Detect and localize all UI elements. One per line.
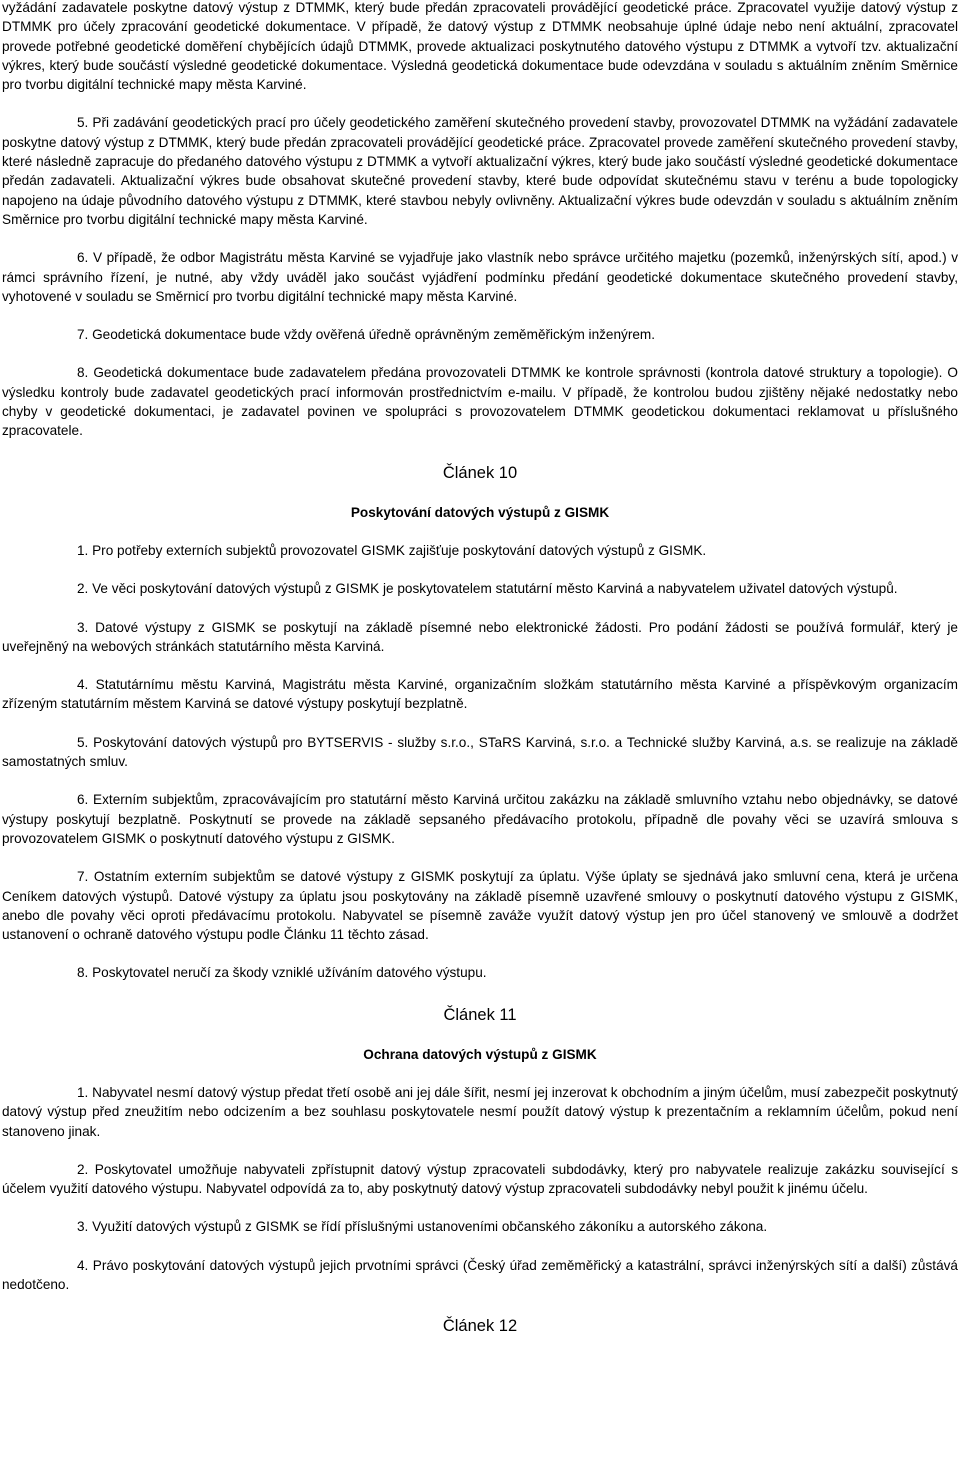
article-12-number: Článek 12	[442, 1317, 518, 1336]
article-11-number: Článek 11	[443, 1005, 517, 1024]
paragraph-6: 6. V případě, že odbor Magistrátu města Karviné se vyjadřuje jako vlastník nebo správce určitého majetku (pozemků, inženýrských sítí, apod.) v rámci správního řízení, je nutné, aby vždy uváděl jako součást vyjádření podmínku předání geodetické dokumentace skutečného provedení stavby, vyhotovené v souladu se Směrnicí pro tvorbu digitální technické mapy města Karviné.	[2, 250, 958, 304]
article-10-paragraph-4: 4. Statutárnímu městu Karviná, Magistrátu města Karviné, organizačním složkám statutárního města Karviné a příspěvkovým organizacím zřízeným statutárním městem Karviná se datové výstupy poskytují bezplatně.	[2, 677, 958, 712]
paragraph-intro: vyžádání zadavatele poskytne datový výstup z DTMMK, který bude předán zpracovateli provádějící geodetické práce. Zpracovatel využije datový výstup z DTMMK pro účely zpracování geodetické dokumentace. V případě, že datový výstup z DTMMK neobsahuje úplné údaje nebo není aktuální, zpracovatel provede potřebné geodetické doměření chybějících údajů DTMMK, provede aktualizaci poskytnutého datového výstupu z DTMMK a vytvoří tzv. aktualizační výkres, který bude součástí výsledné geodetické dokumentace. Výsledná geodetická dokumentace bude odevzdána v souladu s aktuálním zněním Směrnice pro tvorbu digitální technické mapy města Karviné.	[2, 0, 958, 93]
article-11-paragraph-3: 3. Využití datových výstupů z GISMK se řídí příslušnými ustanoveními občanského zákoníku a autorského zákona.	[77, 1219, 768, 1235]
paragraph-7: 7. Geodetická dokumentace bude vždy ověřená úředně oprávněným zeměměřickým inženýrem.	[77, 327, 656, 343]
article-11-paragraph-1: 1. Nabyvatel nesmí datový výstup předat třetí osobě ani jej dále šířit, nesmí jej inzerovat k obchodním a jiným účelům, musí zabezpečit poskytnutý datový výstup před zneužitím nebo odcizením a bez souhlasu poskytovatele nesmí použít datový výstup k prezentačním a reklamním účelům, pokud není stanoveno jinak.	[2, 1084, 958, 1139]
paragraph-5: 5. Při zadávání geodetických prací pro účely geodetického zaměření skutečného provedení stavby, provozovatel DTMMK na vyžádání zadavatele poskytne datový výstup z DTMMK, který bude předán zpracovateli provádějící geodetické práce. Zpracovatel provede zaměření skutečného provedení stavby, které následně zapracuje do předaného datového výstupu z DTMMK a vytvoří aktualizační výkres, který bude jako součástí výsledné geodetické dokumentace předán zadavateli. Aktualizační výkres bude obsahovat skutečné provedení stavby, které bude odpovídat skutečnému stavu v terénu a bude topologicky napojeno na údaje původního datového výstupu z DTMMK, které stavbou nebyly ovlivněny. Aktualizační výkres bude odevzdán v souladu s aktuálním zněním Směrnice pro tvorbu digitální technické mapy města Karviné.	[2, 115, 958, 227]
article-10-paragraph-6: 6. Externím subjektům, zpracovávajícím pro statutární město Karviná určitou zakázku na základě smluvního vztahu nebo objednávky, se datové výstupy poskytují bezplatně. Poskytnutí se provede na základě sepsaného předávacího protokolu, případně dle povahy věci se uzavírá smlouva s provozovatelem GISMK o poskytnutí datového výstupu z GISMK.	[2, 792, 958, 846]
article-10-title: Poskytování datových výstupů z GISMK	[350, 504, 610, 520]
paragraph-8: 8. Geodetická dokumentace bude zadavatelem předána provozovateli DTMMK ke kontrole správnosti (kontrola datové struktury a topologie). O výsledku kontroly bude zadavatel geodetických prací informován prostřednictvím e-mailu. V případě, že kontrolou budou zjištěny nějaké nedostatky nebo chyby v geodetické dokumentaci, je zadavatel povinen ve spolupráci s provozovatelem DTMMK geodetickou dokumentaci reklamovat u příslušného zpracovatele.	[2, 365, 958, 439]
article-10-paragraph-1: 1. Pro potřeby externích subjektů provozovatel GISMK zajišťuje poskytování datových výstupů z GISMK.	[77, 542, 707, 558]
article-10-number: Článek 10	[442, 463, 518, 482]
article-10-paragraph-3: 3. Datové výstupy z GISMK se poskytují na základě písemné nebo elektronické žádosti. Pro podání žádosti se používá formulář, který je uveřejněný na webových stránkách statutárního města Karviná.	[2, 619, 958, 654]
article-10-paragraph-7: 7. Ostatním externím subjektům se datové výstupy z GISMK poskytují za úplatu. Výše úplaty se sjednává jako smluvní cena, která je určena Ceníkem datových výstupů. Datové výstupy za úplatu jsou poskytovány na základě písemně uzavřené smlouvy o poskytnutí datového výstupu z GISMK, anebo dle povahy věci oproti předávacímu protokolu. Nabyvatel se písemně zaváže využít datový výstup jen pro účel stanovený ve smlouvě a dodržet ustanovení o ochraně datového výstupu podle Článku 11 těchto zásad.	[2, 869, 958, 943]
article-11-paragraph-2: 2. Poskytovatel umožňuje nabyvateli zpřístupnit datový výstup zpracovateli subdodávky, který pro nabyvatele realizuje zakázku související s účelem využití datového výstupu. Nabyvatel odpovídá za to, aby poskytnutý datový výstup zpracovateli subdodávky nebyl použit k jinému účelu.	[2, 1161, 958, 1197]
article-11-paragraph-4: 4. Právo poskytování datových výstupů jejich prvotními správci (Český úřad zeměměřický a katastrální, správci inženýrských sítí a další) zůstává nedotčeno.	[2, 1257, 958, 1293]
article-10-paragraph-5: 5. Poskytování datových výstupů pro BYTSERVIS - služby s.r.o., STaRS Karviná, s.r.o. a Technické služby Karviná, a.s. se realizuje na základě samostatných smluv.	[2, 734, 958, 770]
article-10-paragraph-2: 2. Ve věci poskytování datových výstupů z GISMK je poskytovatelem statutární město Karviná a nabyvatelem uživatel datových výstupů.	[77, 581, 898, 597]
article-11-title: Ochrana datových výstupů z GISMK	[363, 1046, 597, 1062]
article-10-paragraph-8: 8. Poskytovatel neručí za škody vzniklé užíváním datového výstupu.	[77, 965, 487, 981]
